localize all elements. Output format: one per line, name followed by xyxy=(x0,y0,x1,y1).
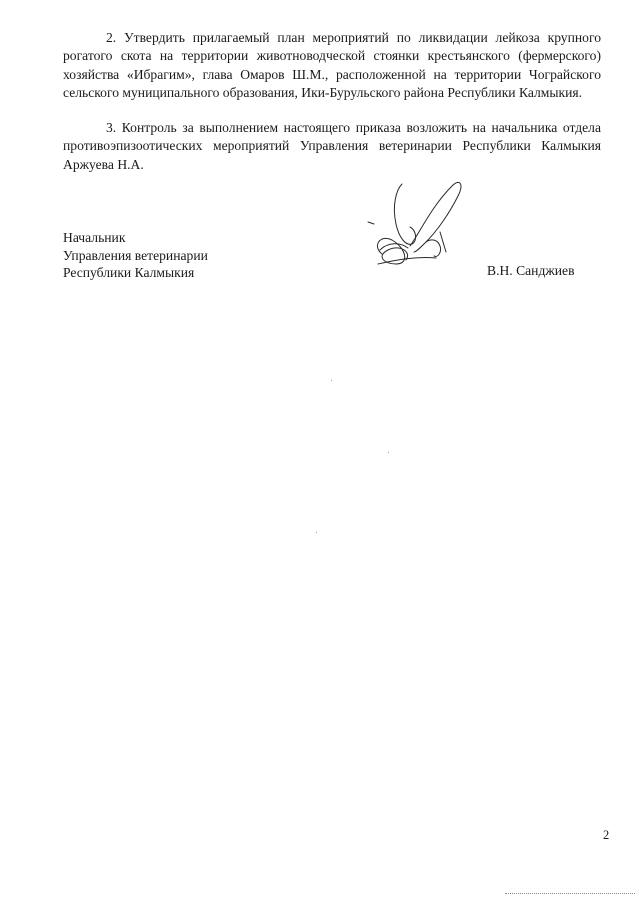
scan-speck xyxy=(388,452,389,453)
signatory-title-line-1: Начальник xyxy=(63,230,126,245)
signer-name: В.Н. Санджиев xyxy=(487,263,575,278)
scan-edge-line xyxy=(505,893,635,895)
paragraph-2-text: 2. Утвердить прилагаемый план мероприятий по ликвидации лейкоза крупного рогатого скота на территории животноводческой стоянки крестьянского (фермерского) хозяйства «Ибрагим», глава Омаров Ш.М., расположенной на территории Чограйского сельского муниципального образования, Ики-Бурульского района Республики Калмыкия. xyxy=(63,30,601,100)
paragraph-2 xyxy=(63,29,601,102)
scan-speck xyxy=(331,380,332,381)
scan-speck xyxy=(316,532,317,533)
signatory-title xyxy=(63,229,208,282)
signatory-title-line-3: Республики Калмыкия xyxy=(63,265,195,280)
paragraph-3-text: 3. Контроль за выполнением настоящего приказа возложить на начальника отдела противоэпизоотических мероприятий Управления ветеринарии Республики Калмыкия Аржуева Н.А. xyxy=(63,120,601,172)
page-number: 2 xyxy=(603,828,610,842)
paragraph-3 xyxy=(63,119,601,174)
signatory-title-line-2: Управления ветеринарии xyxy=(63,247,208,263)
signature-icon xyxy=(366,172,476,277)
